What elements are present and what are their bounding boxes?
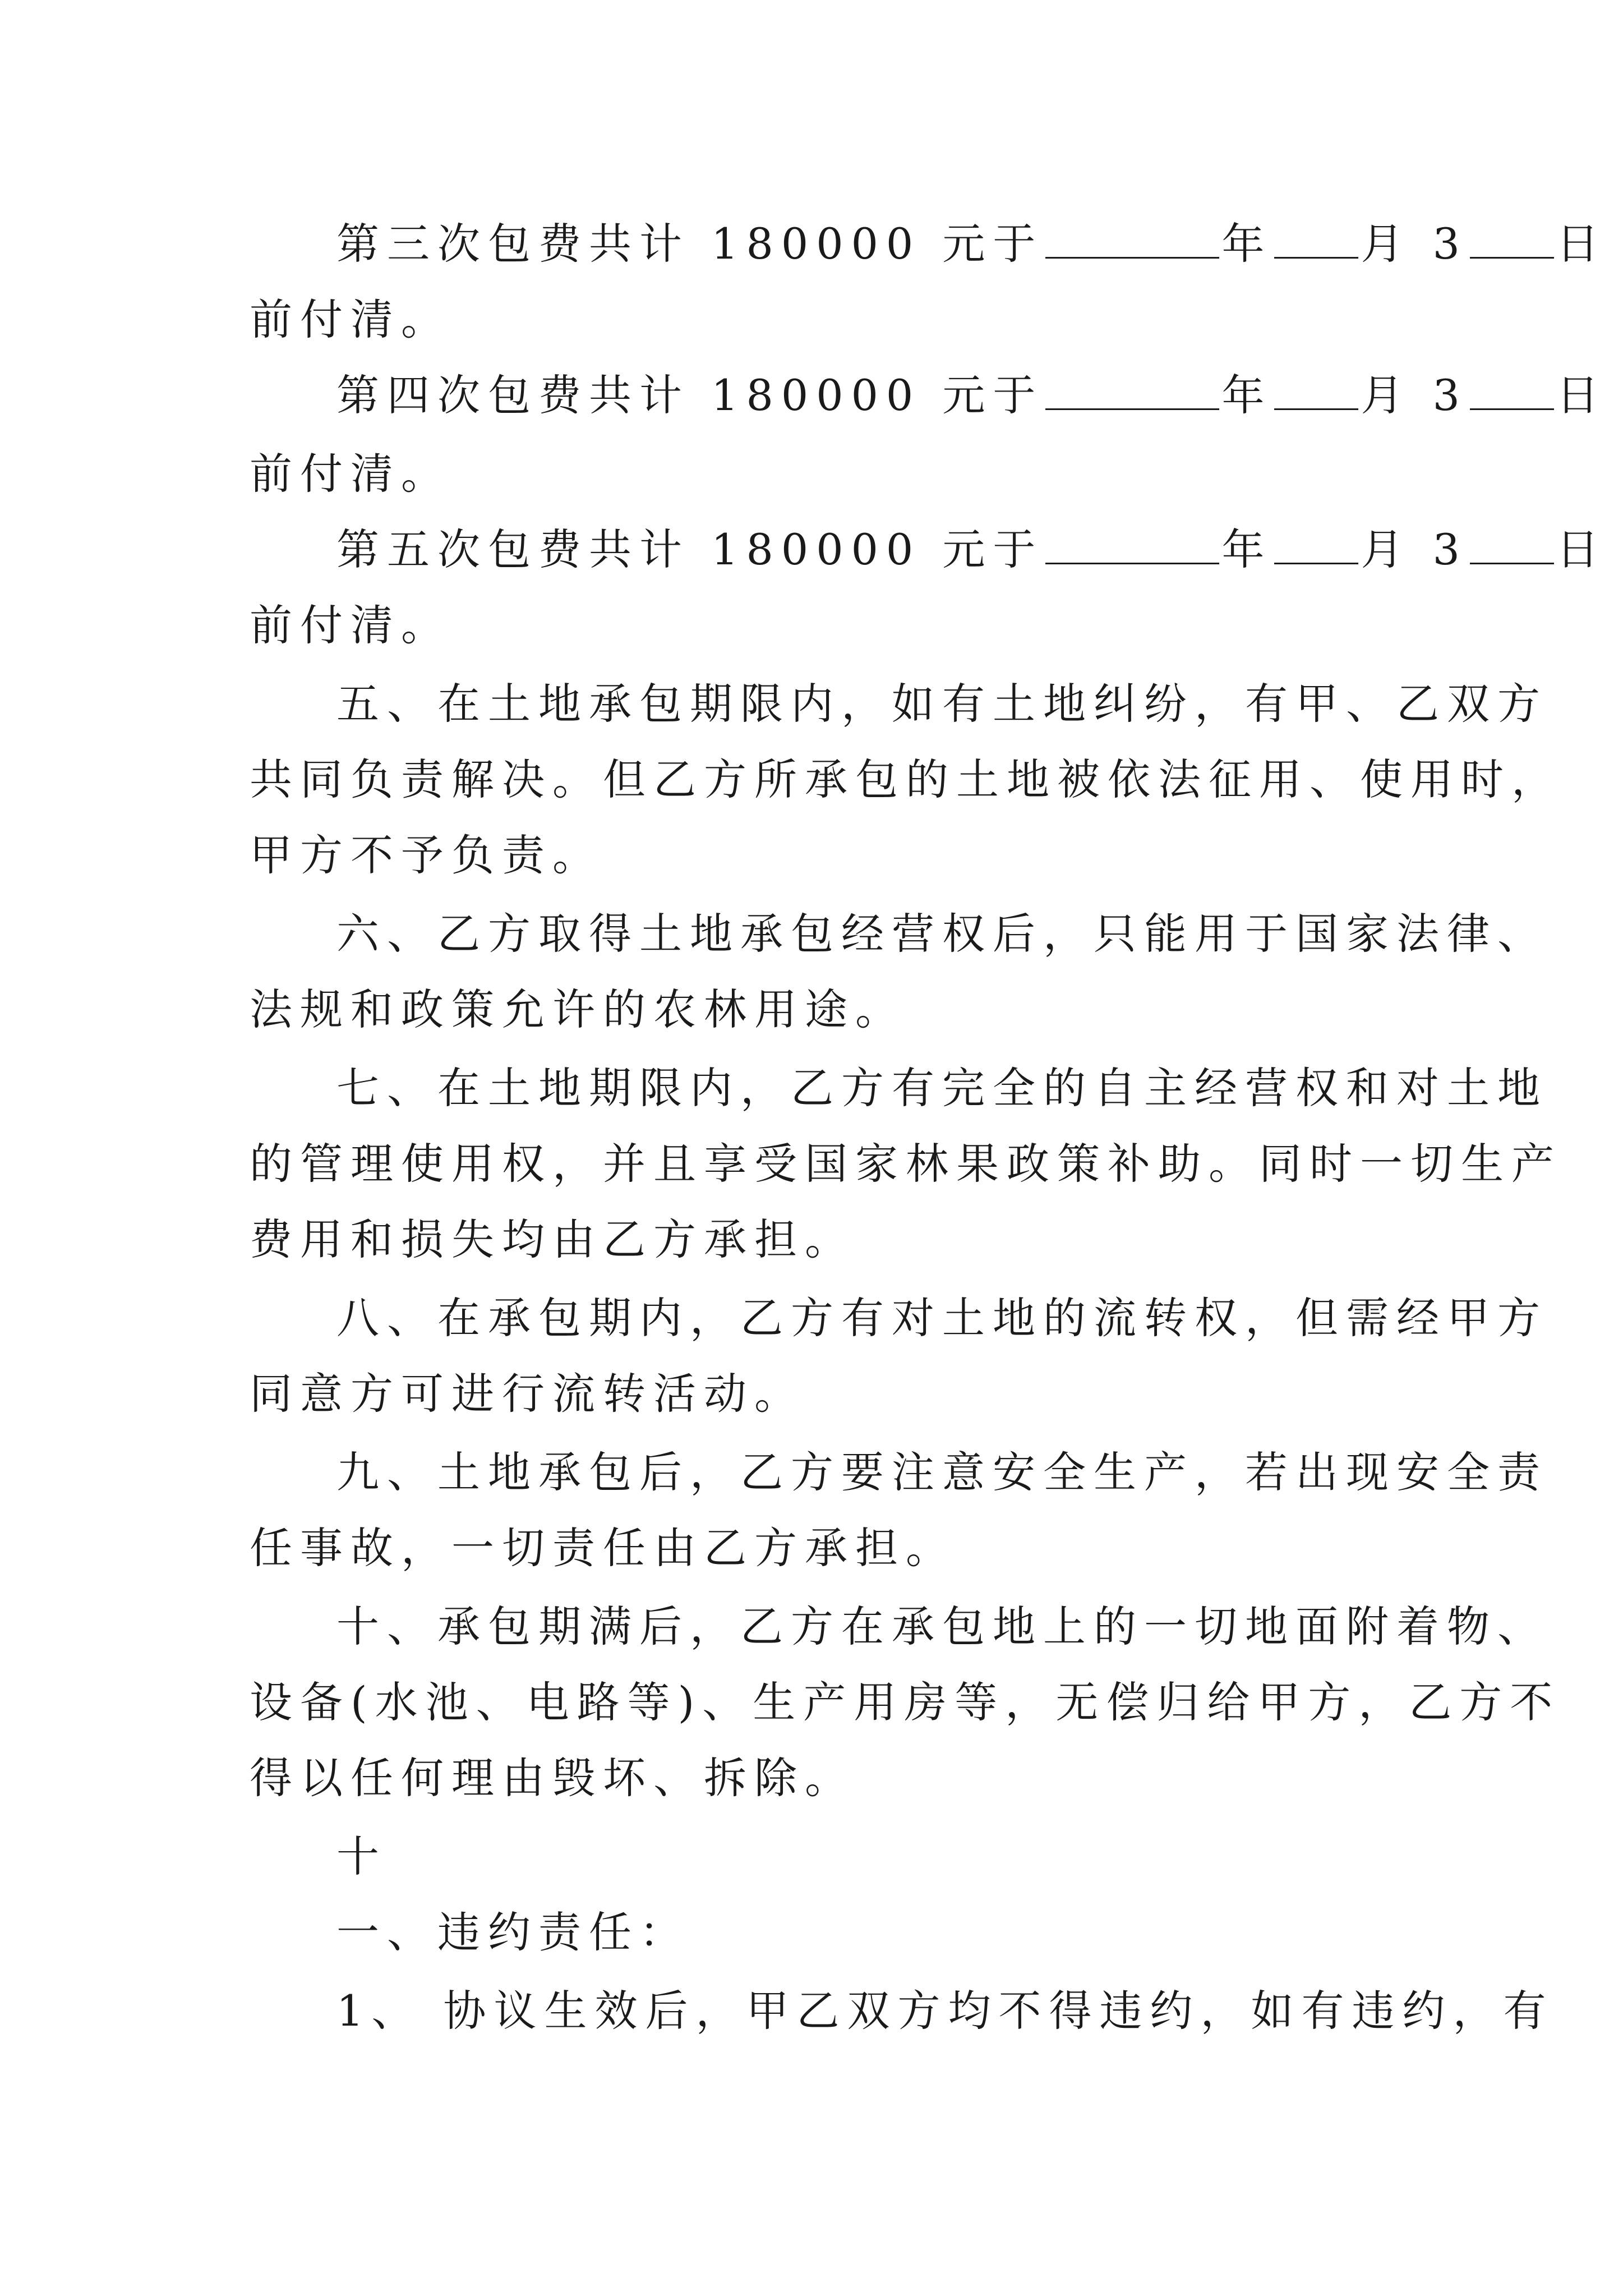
payment-label: 第五次包费共计 180000 元于 — [336, 524, 1044, 574]
month-label: 月 3 — [1361, 370, 1468, 420]
day-label: 日 — [1556, 524, 1607, 574]
payment-line — [336, 362, 1607, 429]
clause-10-line: 得以任何理由毁坏、拆除。 — [250, 1753, 855, 1803]
year-label: 年 — [1221, 370, 1272, 420]
clause-5-line: 五、在土地承包期限内，如有土地纠纷，有甲、乙双方 — [336, 679, 1548, 729]
month-label: 月 3 — [1361, 219, 1468, 269]
payment-tail: 前付清。 — [250, 295, 451, 344]
payment-line — [336, 210, 1607, 278]
clause-6-line: 六、乙方取得土地承包经营权后，只能用于国家法律、 — [336, 909, 1548, 959]
month-label: 月 3 — [1361, 524, 1468, 574]
clause-11-heading: 一、违约责任： — [336, 1907, 690, 1957]
clause-11-number: 十 — [336, 1832, 387, 1881]
clause-6-line: 法规和政策允许的农林用途。 — [250, 984, 906, 1034]
clause-5-line: 甲方不予负责。 — [250, 830, 603, 880]
year-label: 年 — [1221, 524, 1272, 574]
day-blank — [1470, 368, 1554, 410]
clause-7-line: 七、在土地期限内，乙方有完全的自主经营权和对土地 — [336, 1063, 1548, 1113]
item-1-line: 1、 协议生效后，甲乙双方均不得违约，如有违约，有 — [336, 1986, 1554, 2036]
month-blank — [1274, 368, 1358, 410]
year-label: 年 — [1221, 219, 1272, 269]
month-blank — [1274, 217, 1358, 259]
payment-tail: 前付清。 — [250, 449, 451, 499]
day-blank — [1470, 522, 1554, 564]
month-blank — [1274, 522, 1358, 564]
day-label: 日 — [1556, 370, 1607, 420]
payment-label: 第四次包费共计 180000 元于 — [336, 370, 1044, 420]
clause-7-line: 费用和损失均由乙方承担。 — [250, 1214, 855, 1264]
clause-10-line: 十、承包期满后，乙方在承包地上的一切地面附着物、 — [336, 1602, 1548, 1651]
day-blank — [1470, 217, 1554, 259]
day-label: 日 — [1556, 219, 1607, 269]
clause-9-line: 九、土地承包后，乙方要注意安全生产，若出现安全责 — [336, 1447, 1548, 1497]
clause-8-line: 八、在承包期内，乙方有对土地的流转权，但需经甲方 — [336, 1293, 1548, 1343]
clause-9-line: 任事故，一切责任由乙方承担。 — [250, 1523, 956, 1573]
clause-10-line: 设备(水池、电路等)、生产用房等，无偿归给甲方，乙方不 — [250, 1677, 1561, 1727]
payment-line — [336, 516, 1607, 583]
year-blank — [1045, 368, 1219, 410]
payment-label: 第三次包费共计 180000 元于 — [336, 219, 1044, 269]
clause-8-line: 同意方可进行流转活动。 — [250, 1369, 805, 1419]
year-blank — [1045, 217, 1219, 259]
year-blank — [1045, 522, 1219, 564]
clause-7-line: 的管理使用权，并且享受国家林果政策补助。同时一切生产 — [250, 1139, 1562, 1189]
clause-5-line: 共同负责解决。但乙方所承包的土地被依法征用、使用时， — [250, 754, 1562, 804]
payment-tail: 前付清。 — [250, 600, 451, 650]
